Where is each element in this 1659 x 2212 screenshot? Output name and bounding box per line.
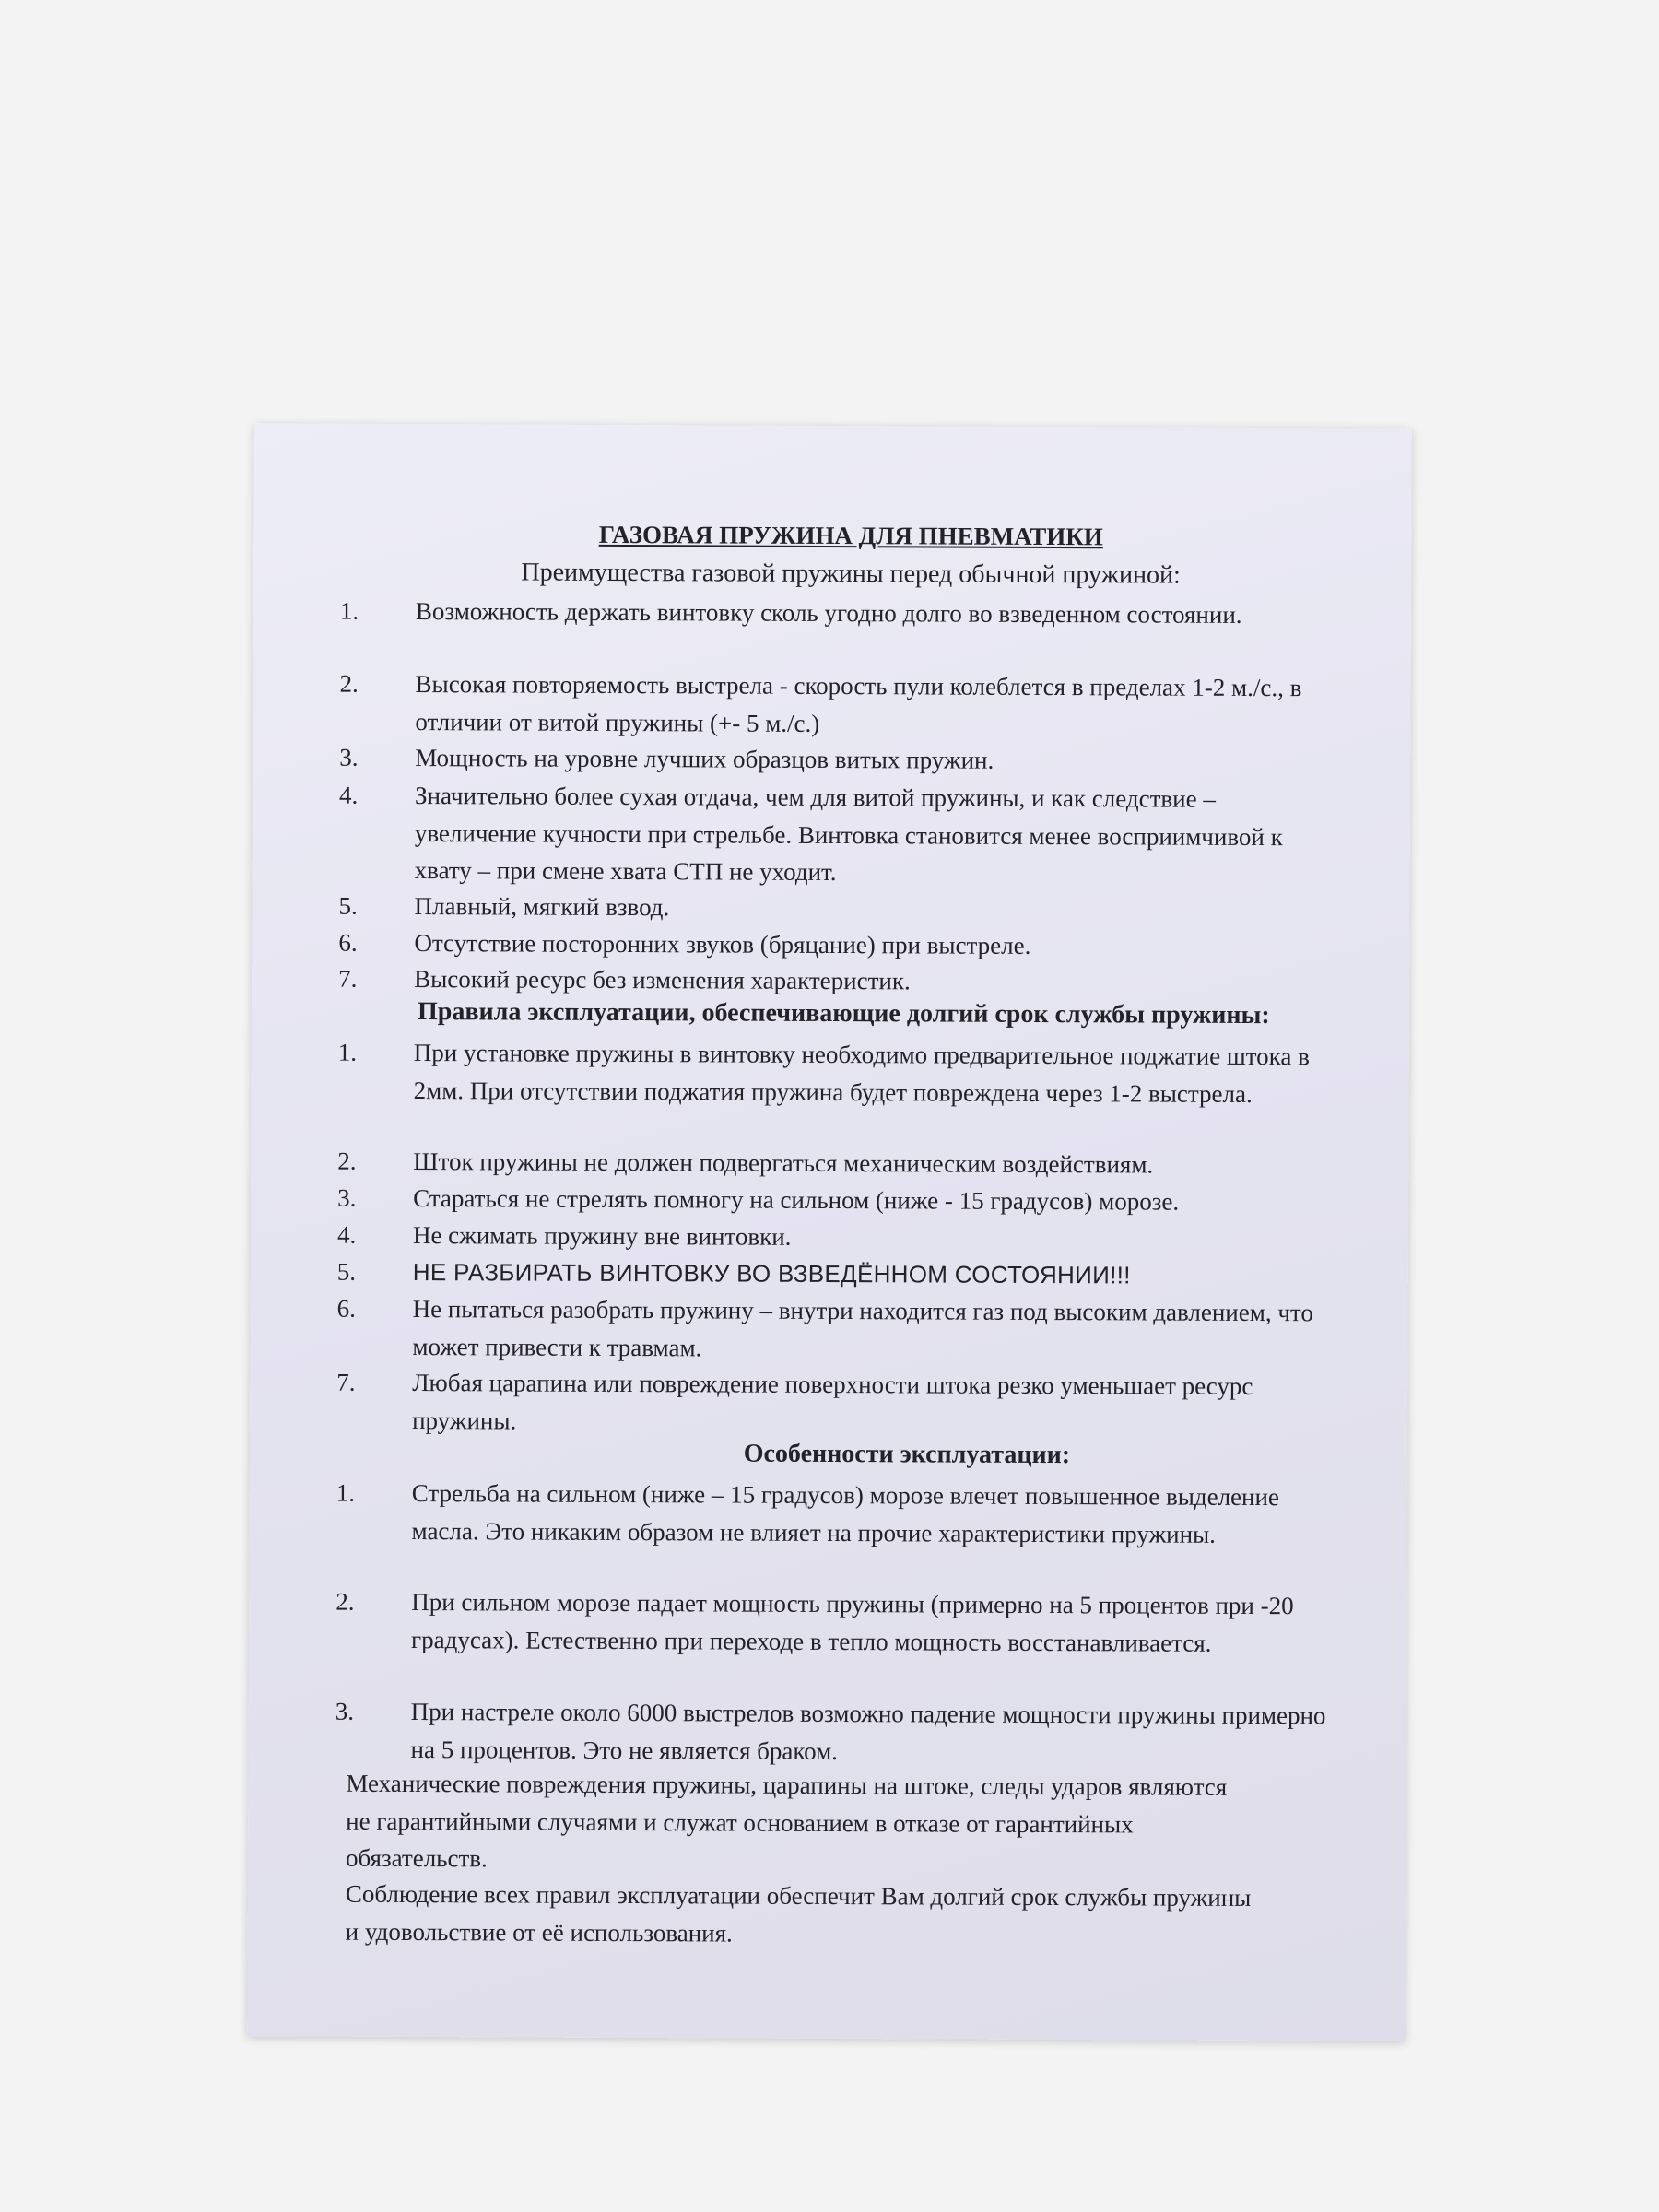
item-number: 5. (336, 1257, 357, 1286)
item-number: 3. (339, 743, 359, 771)
item-number: 3. (335, 1697, 355, 1725)
closing-note: Соблюдение всех правил эксплуатации обеспечит Вам долгий срок службы пружины и удовольствие от её использования. (345, 1879, 1252, 1947)
item-number: 4. (338, 781, 359, 809)
item-text: Высокая повторяемость выстрела - скорость пули колеблется в пределах 1-2 м./с., в отличии от витой пружины (+- 5 м./с.) (415, 670, 1302, 737)
paper-sheet (247, 423, 1412, 2041)
item-text: Стараться не стрелять помногу на сильном (ниже - 15 градусов) морозе. (413, 1184, 1180, 1216)
item-number: 6. (336, 1294, 356, 1323)
item-number: 7. (336, 1368, 356, 1396)
document-title: ГАЗОВАЯ ПРУЖИНА ДЛЯ ПНЕВМАТИКИ (598, 520, 1103, 551)
item-text: Значительно более сухая отдача, чем для витой пружины, и как следствие – увеличение кучности при стрельбе. Винтовка становится менее восприимчивой к хвату – при смене хвата СТП не уходит. (414, 782, 1283, 887)
item-text: Шток пружины не должен подвергаться механическим воздействиям. (413, 1147, 1154, 1179)
item-number: 4. (336, 1220, 357, 1249)
item-text: НЕ РАЗБИРАТЬ ВИНТОВКУ ВО ВЗВЕДЁННОМ СОСТОЯНИИ!!! (412, 1258, 1131, 1289)
rules-heading: Правила эксплуатации, обеспечивающие долгий срок службы пружины: (417, 997, 1270, 1030)
item-number: 3. (337, 1183, 357, 1212)
item-number: 2. (335, 1587, 355, 1616)
item-number: 1. (337, 1038, 358, 1066)
item-number: 1. (335, 1478, 356, 1507)
features-heading: Особенности эксплуатации: (743, 1439, 1071, 1470)
item-text: Не пытаться разобрать пружину – внутри находится газ под высоким давлением, что может привести к травмам. (412, 1295, 1313, 1361)
item-text: Плавный, мягкий взвод. (414, 892, 670, 922)
item-number: 2. (339, 669, 359, 698)
warranty-note: Механические повреждения пружины, царапины на штоке, следы ударов являются не гарантийными случаями и служат основанием в отказе от гарантийных обязательств. (345, 1769, 1228, 1873)
item-text: Высокий ресурс без изменения характеристик. (414, 965, 911, 995)
item-text: Стрельба на сильном (ниже – 15 градусов) морозе влечет повышенное выделение масла. Это никаким образом не влияет на прочие характеристики пружины. (411, 1479, 1280, 1548)
item-number: 7. (338, 964, 358, 993)
item-number: 5. (338, 891, 358, 920)
item-text: Отсутствие посторонних звуков (бряцание) при выстреле. (414, 929, 1031, 959)
item-text: При настреле около 6000 выстрелов возможно падение мощности пружины примерно на 5 процентов. Это не является браком. (410, 1698, 1326, 1765)
item-text: Не сжимать пружину вне винтовки. (412, 1221, 792, 1251)
advantages-heading: Преимущества газовой пружины перед обычной пружиной: (521, 558, 1181, 590)
item-text: Мощность на уровне лучших образцов витых пружин. (415, 744, 994, 774)
item-text: Любая царапина или повреждение поверхности штока резко уменьшает ресурс пружины. (412, 1369, 1253, 1435)
item-number: 6. (338, 928, 358, 957)
item-text: Возможность держать винтовку сколь угодно долго во взведенном состоянии. (415, 597, 1242, 629)
item-number: 2. (337, 1147, 357, 1175)
item-text: При сильном морозе падает мощность пружины (примерно на 5 процентов при -20 градусах). Естественно при переходе в тепло мощность восстанавливается. (411, 1588, 1294, 1657)
item-number: 1. (339, 596, 359, 625)
item-text: При установке пружины в винтовку необходимо предварительное поджатие штока в 2мм. При отсутствии поджатия пружина будет повреждена через 1-2 выстрела. (413, 1039, 1310, 1108)
